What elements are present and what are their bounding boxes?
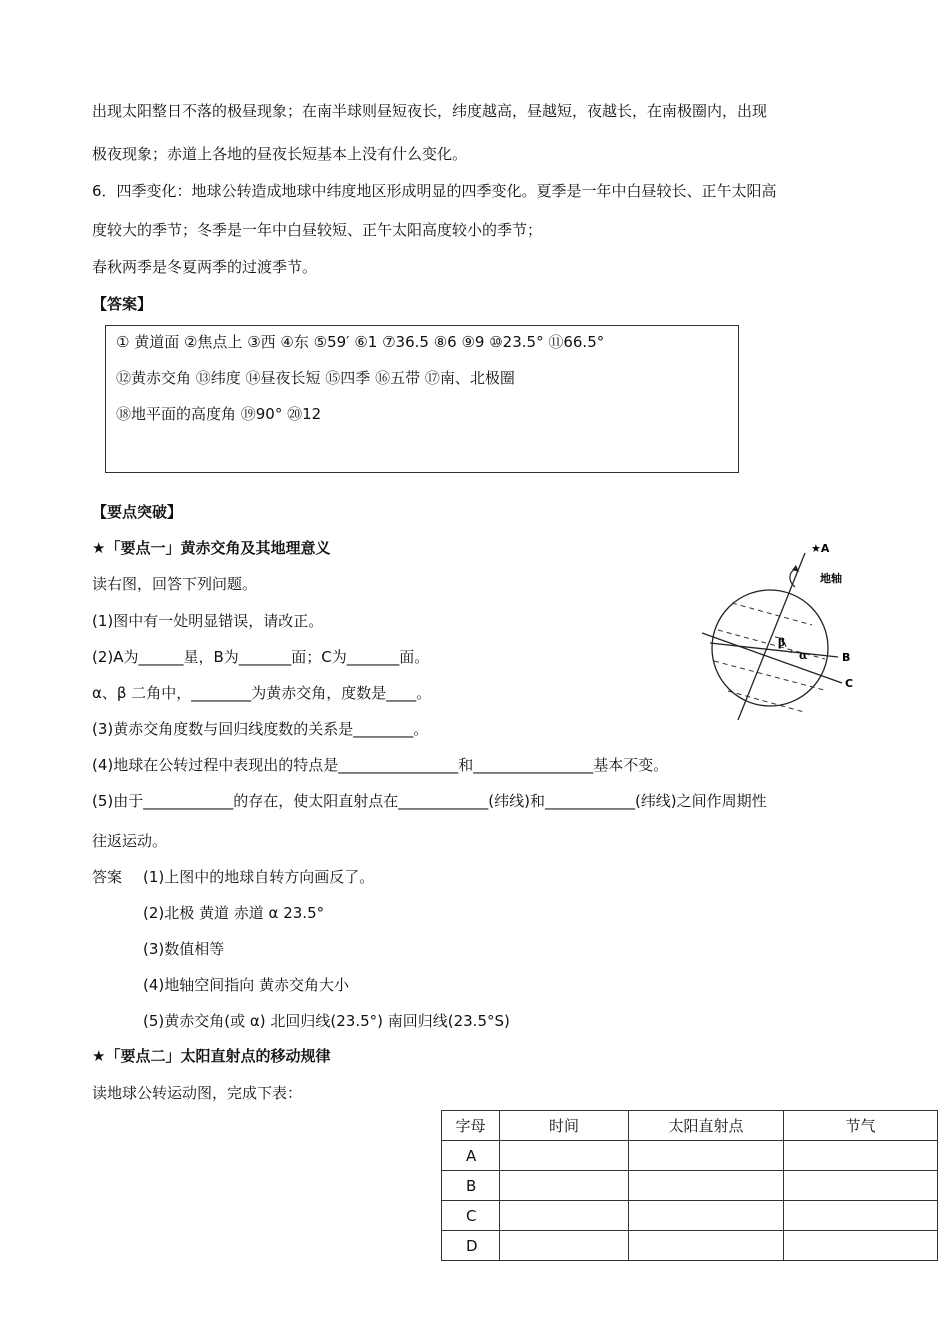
- table-cell-solar-term[interactable]: [784, 1141, 938, 1171]
- answer-row-2: ⑫黄赤交角 ⑬纬度 ⑭昼夜长短 ⑮四季 ⑯五带 ⑰南、北极圈: [116, 369, 515, 387]
- label-beta: β: [778, 636, 786, 649]
- table-cell-solar-term[interactable]: [784, 1171, 938, 1201]
- table-cell-direct-point[interactable]: [629, 1201, 784, 1231]
- answer-box: [105, 325, 739, 473]
- table-cell-time[interactable]: [500, 1231, 629, 1261]
- table-header-row: [442, 1111, 938, 1141]
- globe-circle: [712, 590, 828, 706]
- intro-line-3: 6．四季变化：地球公转造成地球中纬度地区形成明显的四季变化。夏季是一年中白昼较长、正午太阳高: [92, 182, 777, 200]
- label-alpha: α: [799, 649, 808, 662]
- table-header-direct-point: 太阳直射点: [629, 1111, 784, 1141]
- table-cell-time[interactable]: [500, 1171, 629, 1201]
- point1-answer-label: 答案: [92, 868, 123, 886]
- point1-instruction: 读右图，回答下列问题。: [92, 575, 258, 593]
- intro-line-1: 出现太阳整日不落的极昼现象；在南半球则昼短夜长，纬度越高，昼越短，夜越长，在南极圈内，出现: [92, 102, 768, 120]
- table-cell-direct-point[interactable]: [629, 1231, 784, 1261]
- intro-line-5: 春秋两季是冬夏两季的过渡季节。: [92, 258, 318, 276]
- point1-answer-2: (2)北极 黄道 赤道 α 23.5°: [143, 904, 325, 922]
- label-star-a: ★A: [811, 542, 830, 555]
- point1-answer-4: (4)地轴空间指向 黄赤交角大小: [143, 976, 350, 994]
- table-cell-time[interactable]: [500, 1141, 629, 1171]
- point1-question-4: (4)地球在公转过程中表现出的特点是________________和________________基本不变。: [92, 756, 669, 774]
- point1-title: ★「要点一」黄赤交角及其地理意义: [92, 539, 331, 557]
- point2-instruction: 读地球公转运动图，完成下表：: [92, 1084, 303, 1102]
- intro-line-4: 度较大的季节；冬季是一年中白昼较短、正午太阳高度较小的季节；: [92, 221, 543, 239]
- table-cell-letter: B: [442, 1171, 500, 1201]
- earth-axis-line: [738, 553, 805, 720]
- point1-answer-5: (5)黄赤交角(或 α) 北回归线(23.5°) 南回归线(23.5°S): [143, 1012, 510, 1030]
- table-row: [442, 1141, 938, 1171]
- answer-row-3: ⑱地平面的高度角 ⑲90° ⑳12: [116, 405, 322, 423]
- table-row: [442, 1231, 938, 1261]
- point1-question-2: (2)A为______星，B为_______面；C为_______面。: [92, 648, 430, 666]
- table-row: [442, 1201, 938, 1231]
- table-header-letter: 字母: [442, 1111, 500, 1141]
- point1-question-1: (1)图中有一处明显错误，请改正。: [92, 612, 324, 630]
- solar-point-table: [441, 1110, 938, 1261]
- intro-line-2: 极夜现象；赤道上各地的昼夜长短基本上没有什么变化。: [92, 145, 468, 163]
- answer-heading: 【答案】: [92, 295, 153, 313]
- label-c: C: [845, 677, 854, 690]
- table-header-solar-term: 节气: [784, 1111, 938, 1141]
- answer-row-1: ① 黄道面 ②焦点上 ③西 ④东 ⑤59′ ⑥1 ⑦36.5 ⑧6 ⑨9 ⑩23.5° ⑪66.5°: [116, 333, 605, 351]
- ecliptic-diagram: [700, 535, 870, 725]
- table-cell-letter: A: [442, 1141, 500, 1171]
- point1-question-3: (3)黄赤交角度数与回归线度数的关系是________。: [92, 720, 429, 738]
- key-points-heading: 【要点突破】: [92, 503, 183, 521]
- table-cell-direct-point[interactable]: [629, 1171, 784, 1201]
- point1-question-5: (5)由于____________的存在，使太阳直射点在____________(纬线)和____________(纬线)之间作周期性: [92, 792, 767, 810]
- table-cell-solar-term[interactable]: [784, 1231, 938, 1261]
- label-b: B: [842, 651, 851, 664]
- point1-question-5-cont: 往返运动。: [92, 832, 168, 850]
- table-header-time: 时间: [500, 1111, 629, 1141]
- table-row: [442, 1171, 938, 1201]
- point2-title: ★「要点二」太阳直射点的移动规律: [92, 1047, 331, 1065]
- point1-question-2b: α、β 二角中，________为黄赤交角，度数是____。: [92, 684, 432, 702]
- table-cell-solar-term[interactable]: [784, 1201, 938, 1231]
- table-cell-time[interactable]: [500, 1201, 629, 1231]
- point1-answer-3: (3)数值相等: [143, 940, 225, 958]
- table-cell-letter: D: [442, 1231, 500, 1261]
- table-cell-letter: C: [442, 1201, 500, 1231]
- label-axis: 地轴: [820, 572, 842, 585]
- table-cell-direct-point[interactable]: [629, 1141, 784, 1171]
- point1-answer-1: (1)上图中的地球自转方向画反了。: [143, 868, 375, 886]
- line-c: [702, 633, 842, 683]
